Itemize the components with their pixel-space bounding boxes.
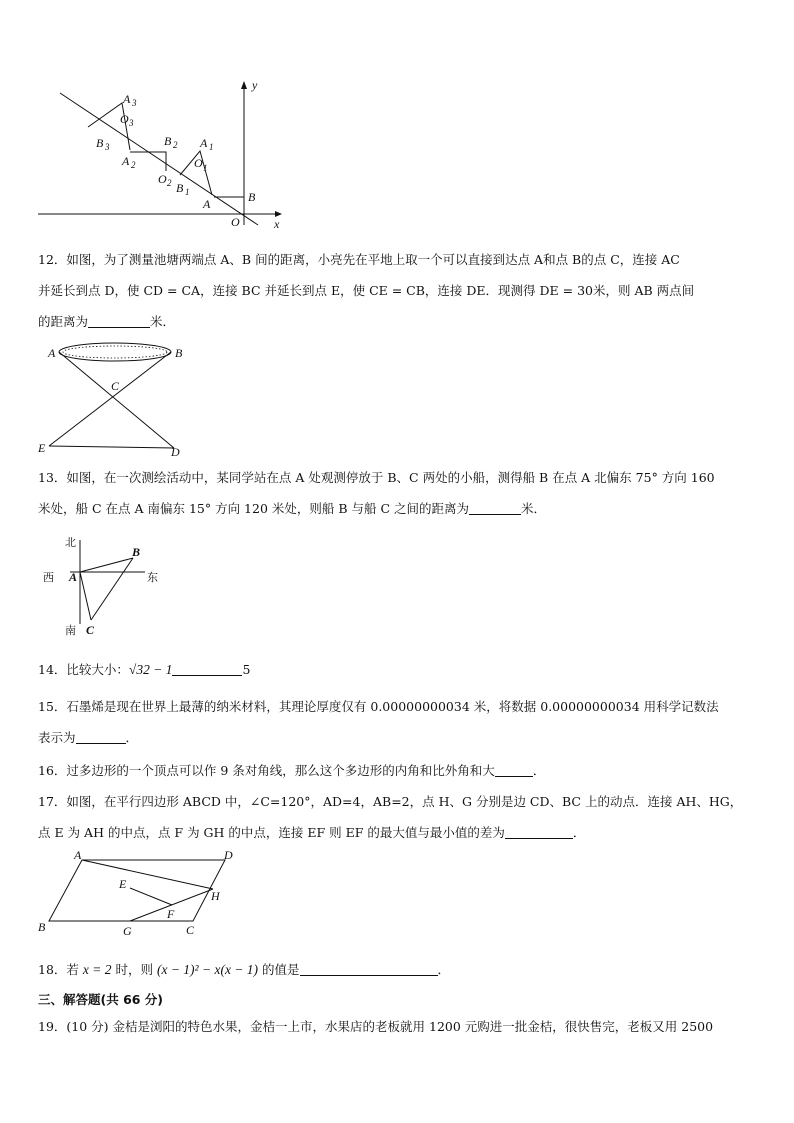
figure-q12-svg xyxy=(30,338,200,460)
question-19 xyxy=(38,1011,758,1042)
q17-label-b: B xyxy=(38,920,46,934)
question-14 xyxy=(38,654,758,685)
question-12 xyxy=(38,244,758,337)
label-a1-sub: 1 xyxy=(209,142,214,152)
q16-post: ． xyxy=(532,763,546,778)
q13-line2-post: 米． xyxy=(521,501,547,516)
q15-line2-pre: 表示为 xyxy=(38,730,76,745)
q19-line1: 19．(10 分) 金桔是浏阳的特色水果，金桔一上市，水果店的老板就用 1200 元购进一批金桔，很快售完，老板又用 2500 xyxy=(38,1019,714,1034)
q18-line xyxy=(38,954,758,985)
label-o1-sub: 1 xyxy=(203,163,208,173)
q17-answer-blank[interactable] xyxy=(505,824,573,839)
q17-label-f: F xyxy=(167,907,175,921)
q16-answer-blank[interactable] xyxy=(495,762,533,777)
q13-answer-blank[interactable] xyxy=(469,500,521,515)
q12-label-b: B xyxy=(175,346,183,360)
q15-line2-post: ． xyxy=(125,730,139,745)
q12-line2: 并延长到点 D，使 CD = CA，连接 BC 并延长到点 E，使 CE = CB，连接 DE．现测得 DE = 30米，则 AB 两点间 xyxy=(38,283,695,298)
q18-post: 的值是 xyxy=(258,962,300,977)
q16-pre: 16．过多边形的一个顶点可以作 9 条对角线，那么这个多边形的内角和比外角和大 xyxy=(38,763,495,778)
q12-label-a: A xyxy=(48,346,56,360)
q17-line2-post: ． xyxy=(572,825,586,840)
q12-label-c: C xyxy=(111,379,120,393)
label-o: O xyxy=(231,215,240,229)
diagonal-line xyxy=(60,93,258,225)
label-north: 北 xyxy=(65,536,76,549)
q18-cond: x = 2 xyxy=(82,962,112,977)
figure-q11-svg xyxy=(30,75,290,235)
q13-label-a: A xyxy=(69,570,78,584)
q18-expr: (x − 1)² − x(x − 1) xyxy=(156,962,259,977)
q12-label-e: E xyxy=(38,441,46,455)
q13-label-b: B xyxy=(132,545,141,559)
label-b1-sub: 1 xyxy=(185,187,190,197)
figure-q17 xyxy=(30,848,245,940)
question-17 xyxy=(38,786,758,848)
label-b: B xyxy=(248,190,256,204)
q17-label-c: C xyxy=(186,923,195,937)
segment-ef xyxy=(130,888,172,905)
label-a3-sub: 3 xyxy=(132,98,137,108)
q12-line3-pre: 的距离为 xyxy=(38,314,89,329)
q17-line1: 17．如图，在平行四边形 ABCD 中，∠C=120°，AD=4，AB=2，点 H、G 分别是边 CD、BC 上的动点．连接 AH、HG， xyxy=(38,794,743,809)
q14-answer-blank[interactable] xyxy=(172,661,242,676)
figure-q17-svg xyxy=(30,848,245,940)
q13-line2 xyxy=(38,493,758,524)
q18-pre: 18．若 xyxy=(38,962,83,977)
q12-line3-post: 米． xyxy=(150,314,176,329)
q16-line xyxy=(38,755,758,786)
label-a2-sub: 2 xyxy=(131,160,136,170)
q18-end: ． xyxy=(437,962,451,977)
label-south: 南 xyxy=(65,624,76,637)
label-a2: A xyxy=(122,154,130,168)
q12-line1: 12．如图，为了测量池塘两端点 A、B 间的距离，小亮先在平地上取一个可以直接到达点 A和点 B的点 C，连接 AC xyxy=(38,252,680,267)
question-18 xyxy=(38,954,758,985)
q17-label-e: E xyxy=(119,877,127,891)
q15-line2 xyxy=(38,722,758,753)
label-b2-sub: 2 xyxy=(173,140,178,150)
q13-line2-pre: 米处，船 C 在点 A 南偏东 15° 方向 120 米处，则船 B 与船 C 之间的距离为 xyxy=(38,501,470,516)
q12-label-d: D xyxy=(171,445,180,459)
q14-pre: 14．比较大小： xyxy=(38,662,129,677)
figure-q12 xyxy=(30,338,200,460)
q14-expr: √32 − 1 xyxy=(128,662,173,677)
segment-be xyxy=(49,352,171,446)
q12-line3 xyxy=(38,306,758,337)
segment-ed xyxy=(49,446,174,448)
q18-answer-blank[interactable] xyxy=(300,961,438,976)
q17-line2-pre: 点 E 为 AH 的中点，点 F 为 GH 的中点，连接 EF 则 EF 的最大值与最小值的差为 xyxy=(38,825,505,840)
q13-line1: 13．如图，在一次测绘活动中，某同学站在点 A 处观测停放于 B、C 两处的小船，测得船 B 在点 A 北偏东 75° 方向 160 xyxy=(38,470,715,485)
section-3-heading: 三、解答题(共 66 分) xyxy=(38,992,164,1007)
q12-answer-blank[interactable] xyxy=(88,313,150,328)
question-16 xyxy=(38,755,758,786)
segment-ac xyxy=(80,572,91,620)
q17-label-h: H xyxy=(211,889,220,903)
segment-ah xyxy=(82,860,213,889)
label-b3-sub: 3 xyxy=(105,142,110,152)
figure-q11 xyxy=(30,75,290,235)
label-o1: O xyxy=(194,156,203,170)
label-o2-sub: 2 xyxy=(167,178,172,188)
label-b1: B xyxy=(176,181,184,195)
pond-hatch xyxy=(63,346,167,358)
label-o3: O xyxy=(120,112,129,126)
label-o3-sub: 3 xyxy=(129,118,134,128)
q17-label-a: A xyxy=(74,848,82,862)
figure-q13-svg xyxy=(40,532,170,638)
label-a1: A xyxy=(200,136,208,150)
y-axis-arrow xyxy=(241,81,247,89)
segment-ad xyxy=(59,352,174,448)
q14-post: 5 xyxy=(242,662,251,677)
label-west: 西 xyxy=(43,571,54,584)
label-y: y xyxy=(252,78,258,92)
figure-q13 xyxy=(40,532,170,638)
label-x: x xyxy=(274,217,280,231)
question-13 xyxy=(38,462,758,524)
label-east: 东 xyxy=(147,571,158,584)
q17-label-d: D xyxy=(224,848,233,862)
label-b3: B xyxy=(96,136,104,150)
q17-line2 xyxy=(38,817,758,848)
label-b2: B xyxy=(164,134,172,148)
q14-line xyxy=(38,654,758,685)
q17-label-g: G xyxy=(123,924,132,938)
question-15 xyxy=(38,691,758,753)
q13-label-c: C xyxy=(86,623,95,637)
q18-mid: 时，则 xyxy=(111,962,157,977)
label-o2: O xyxy=(158,172,167,186)
label-a3: A xyxy=(123,92,131,106)
q15-line1: 15．石墨烯是现在世界上最薄的纳米材料，其理论厚度仅有 0.00000000034 米，将数据 0.00000000034 用科学记数法 xyxy=(38,699,719,714)
q15-answer-blank[interactable] xyxy=(76,729,126,744)
label-a: A xyxy=(203,197,211,211)
